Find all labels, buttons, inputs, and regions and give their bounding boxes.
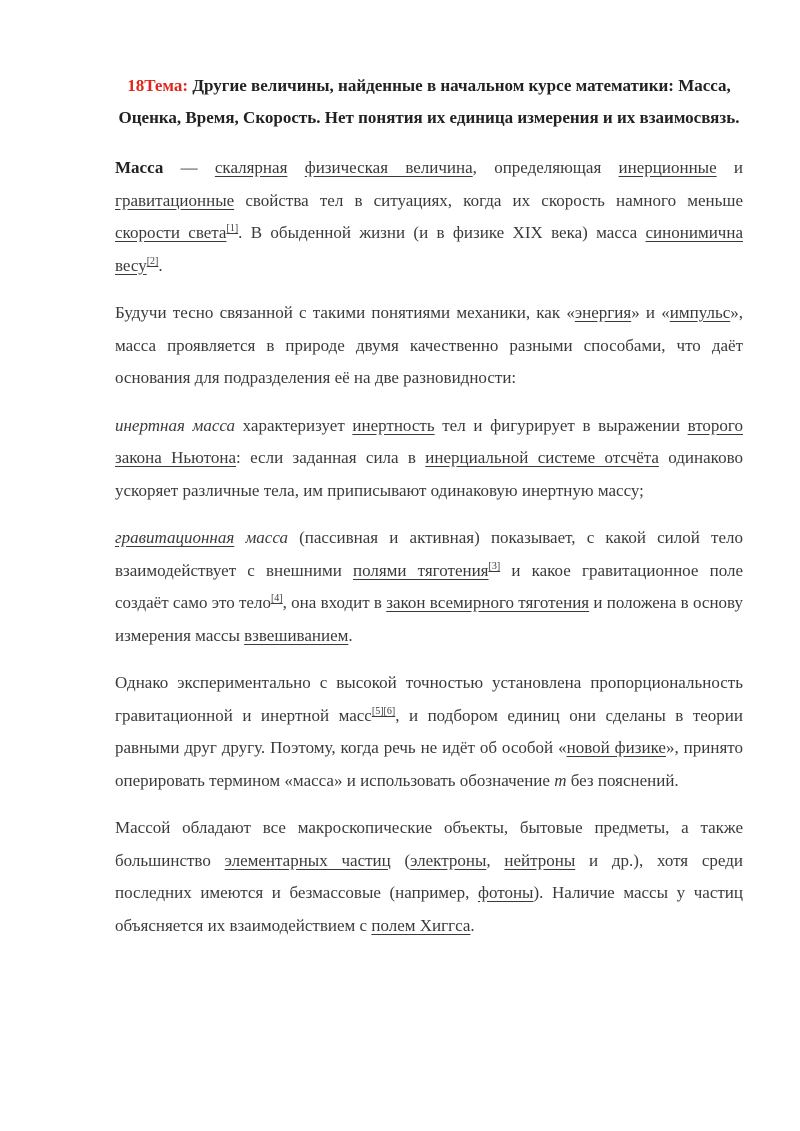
- text-run: (пассивная и активная) показывает, с какой силой тело взаимодействует с внешними: [115, 528, 743, 580]
- text-run: ). Наличие массы у частиц объясняется их взаимодействием с: [115, 883, 743, 935]
- link-inertia[interactable]: инертность: [352, 415, 435, 435]
- text-run: одинаково ускоряет различные тела, им приписывают одинаковую инертную массу;: [115, 448, 743, 500]
- text-run: [287, 158, 304, 177]
- link-weight[interactable]: весу: [115, 255, 147, 275]
- title-text: Другие величины, найденные в начальном курсе математики: Масса, Оценка, Время, Скорость. Нет понятия их единица измерения и их взаимосвязь.: [118, 76, 740, 127]
- footnote-ref-4: [271, 593, 283, 604]
- link-speed-of-light[interactable]: скорости света: [115, 223, 227, 242]
- link-gravity-fields[interactable]: полями тяготения: [352, 560, 489, 580]
- paragraph-gravitational-mass: [115, 522, 743, 652]
- link-energy[interactable]: энергия: [574, 303, 632, 322]
- text-run: характеризует: [235, 415, 353, 435]
- footnote-link-5[interactable]: [5]: [371, 705, 384, 717]
- link-new-physics[interactable]: новой физике: [566, 738, 666, 757]
- paragraph-inertial-mass: [115, 410, 743, 508]
- term-mass: Масса: [115, 158, 164, 177]
- text-run: , определяющая: [472, 158, 619, 177]
- symbol-m: m: [554, 770, 567, 790]
- link-physical-quantity[interactable]: физическая величина: [304, 158, 473, 177]
- text-run: Массой обладают все макроскопические объекты, бытовые предметы, а также большинство: [115, 818, 743, 870]
- text-run: тел и фигурирует в выражении: [434, 415, 688, 435]
- link-photons[interactable]: фотоны: [477, 883, 534, 902]
- text-run: .: [470, 915, 475, 935]
- link-electrons[interactable]: электроны: [410, 850, 487, 870]
- text-run: : если заданная сила в: [236, 448, 426, 467]
- link-momentum[interactable]: импульс: [669, 303, 731, 322]
- document-page: [115, 70, 743, 957]
- link-newtons-second-law[interactable]: второго закона Ньютона: [115, 415, 743, 467]
- term-inertial-mass: инертная масса: [115, 415, 236, 435]
- paragraph-equivalence: [115, 667, 743, 797]
- link-inertial-frame[interactable]: инерциальной системе отсчёта: [425, 448, 659, 467]
- text-run: —: [163, 158, 215, 177]
- footnote-ref-1: [226, 223, 238, 234]
- paragraph-mass-definition: [115, 152, 743, 282]
- link-neutrons[interactable]: нейтроны: [504, 850, 576, 870]
- text-run: (: [390, 850, 411, 870]
- link-weighing[interactable]: взвешиванием: [244, 625, 349, 645]
- paragraph-particles: [115, 812, 743, 942]
- paragraph-mass-kinds-intro: [115, 297, 743, 395]
- page-title: [115, 70, 743, 134]
- footnote-ref-5-6: [372, 706, 395, 717]
- footnote-link-2[interactable]: [2]: [146, 255, 159, 267]
- footnote-link-3[interactable]: [3]: [488, 560, 501, 572]
- text-run: », масса проявляется в природе двумя качественно разными способами, что даёт основания для подразделения её на две разновидности:: [115, 303, 743, 387]
- text-run: » и «: [631, 303, 670, 322]
- link-elementary-particles[interactable]: элементарных частиц: [224, 850, 391, 870]
- text-run: и: [716, 158, 744, 177]
- text-run: . В обыденной жизни (и в физике XIX века) масса: [238, 223, 646, 242]
- text-run: свойства тел в ситуациях, когда их скорость намного меньше: [234, 190, 743, 210]
- link-synonymous[interactable]: синонимична: [645, 223, 743, 242]
- text-run: , она входит в: [282, 593, 387, 612]
- text-run: Будучи тесно связанной с такими понятиями механики, как «: [115, 303, 575, 322]
- link-higgs-field[interactable]: полем Хиггса: [371, 915, 471, 935]
- term-mass-italic: масса: [234, 528, 288, 547]
- text-run: и какое гравитационное поле создаёт само это тело: [115, 560, 744, 612]
- text-run: », принято оперировать термином «масса» и использовать обозначение: [115, 738, 743, 790]
- text-run: и др.), хотя среди последних имеются и безмассовые (например,: [115, 850, 743, 902]
- text-run: ,: [486, 850, 505, 870]
- title-number: 18Тема:: [127, 76, 189, 95]
- link-gravitational[interactable]: гравитационные: [115, 190, 235, 210]
- footnote-link-4[interactable]: [4]: [270, 593, 283, 604]
- text-run: Однако экспериментально с высокой точностью установлена пропорциональность гравитационной и инертной масс: [115, 673, 743, 725]
- link-scalar[interactable]: скалярная: [214, 158, 288, 177]
- text-run: без пояснений.: [566, 770, 679, 790]
- footnote-link-6[interactable]: [6]: [383, 705, 396, 717]
- link-law-of-gravitation[interactable]: закон всемирного тяготения: [386, 593, 590, 612]
- text-run: .: [348, 625, 353, 645]
- footnote-ref-2: [147, 256, 159, 267]
- link-gravitational-mass[interactable]: гравитационная: [115, 528, 235, 547]
- text-run: , и подбором единиц они сделаны в теории равными друг другу. Поэтому, когда речь не идёт об особой «: [115, 705, 743, 757]
- footnote-ref-3: [489, 561, 501, 572]
- link-inertial[interactable]: инерционные: [618, 158, 717, 177]
- text-run: .: [158, 255, 163, 275]
- text-run: и положена в основу измерения массы: [115, 593, 743, 645]
- footnote-link-1[interactable]: [1]: [226, 223, 239, 234]
